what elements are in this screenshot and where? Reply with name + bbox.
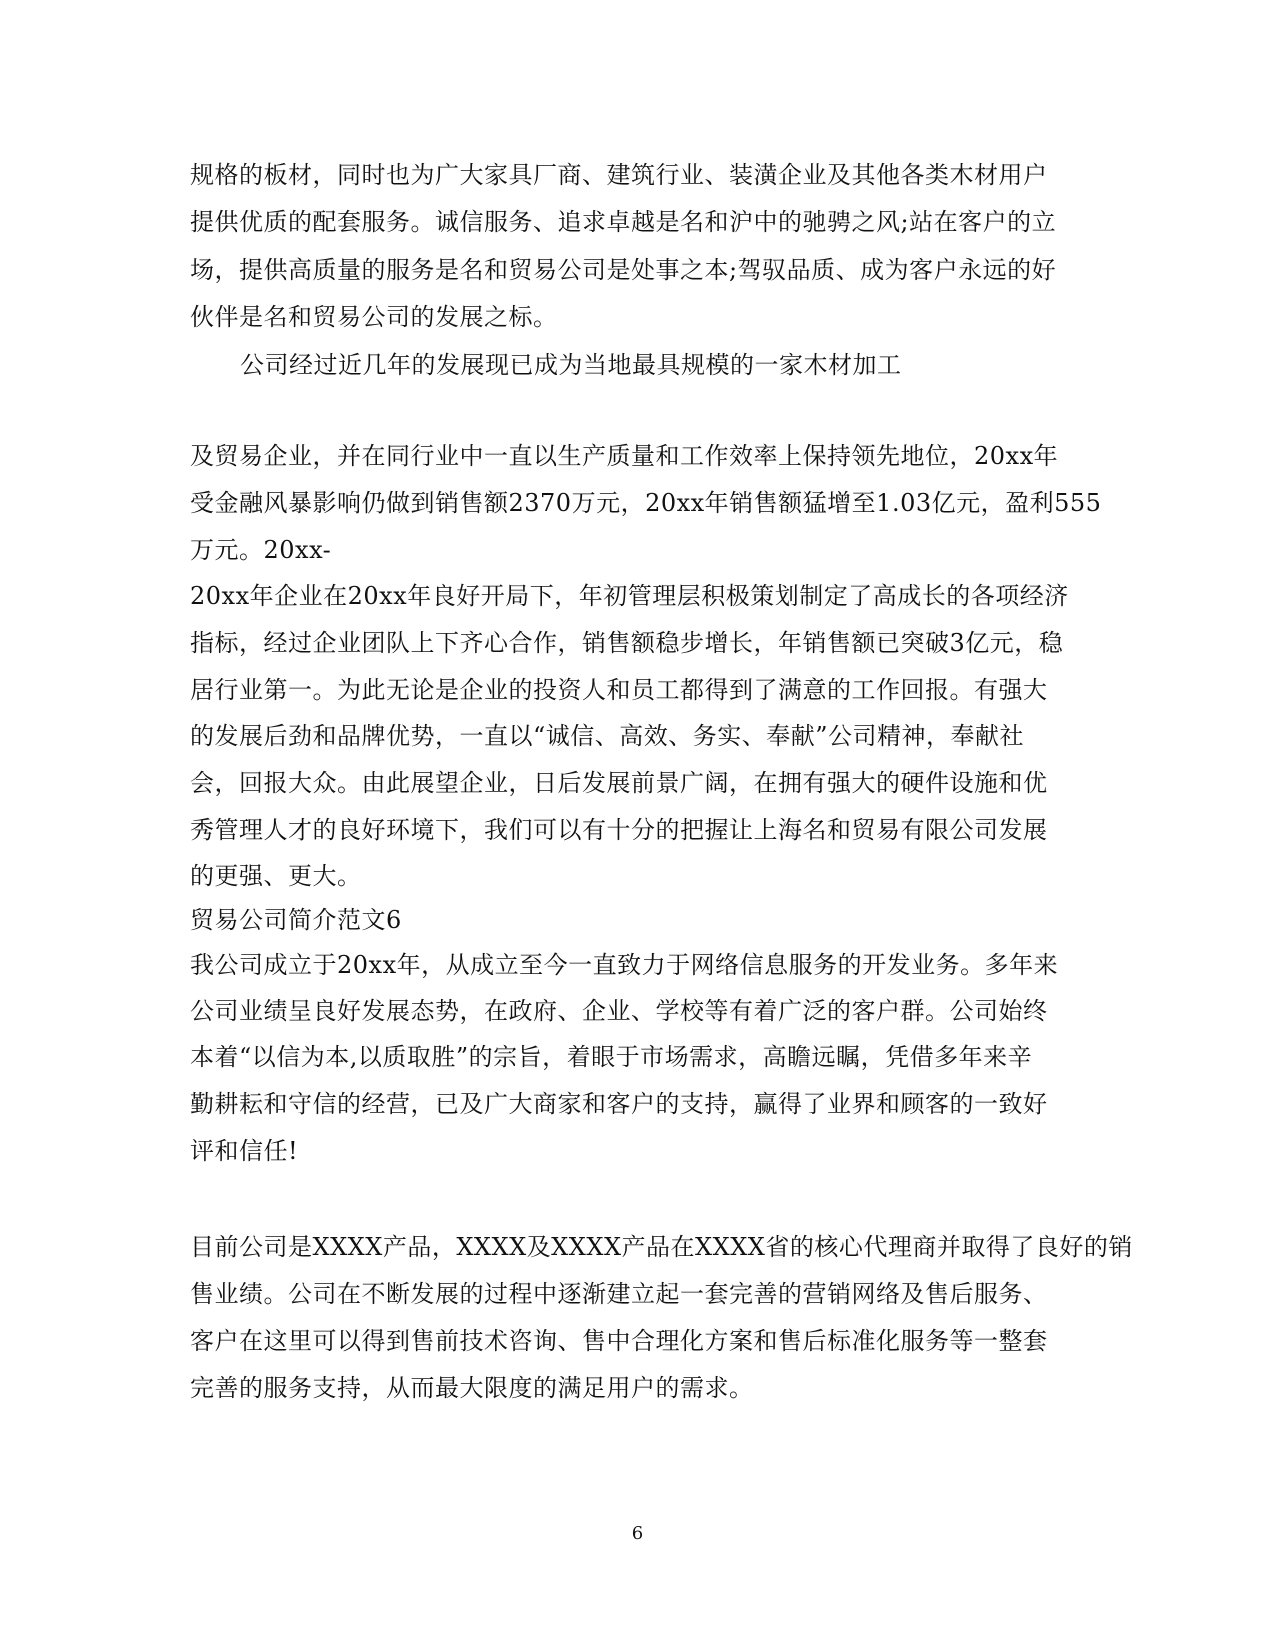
paragraph-1-line-3: 场，提供高质量的服务是名和贸易公司是处事之本;驾驭品质、成为客户永远的好 xyxy=(190,256,1057,284)
paragraph-5-line-2: 售业绩。公司在不断发展的过程中逐渐建立起一套完善的营销网络及售后服务、 xyxy=(190,1280,1048,1308)
paragraph-1-line-2: 提供优质的配套服务。诚信服务、追求卓越是名和沪中的驰骋之风;站在客户的立 xyxy=(190,208,1057,236)
paragraph-1-line-4: 伙伴是名和贸易公司的发展之标。 xyxy=(190,303,558,331)
paragraph-3-line-10: 的更强、更大。 xyxy=(190,862,362,890)
paragraph-5-line-1: 目前公司是XXXX产品，XXXX及XXXX产品在XXXX省的核心代理商并取得了良好的销 xyxy=(190,1233,1133,1261)
paragraph-3-line-1: 及贸易企业，并在同行业中一直以生产质量和工作效率上保持领先地位，20xx年 xyxy=(190,442,1059,470)
paragraph-4-line-2: 公司业绩呈良好发展态势，在政府、企业、学校等有着广泛的客户群。公司始终 xyxy=(190,997,1048,1025)
paragraph-5-line-3: 客户在这里可以得到售前技术咨询、售中合理化方案和售后标准化服务等一整套 xyxy=(190,1327,1048,1355)
section-heading: 贸易公司简介范文6 xyxy=(190,906,402,934)
paragraph-3-line-9: 秀管理人才的良好环境下，我们可以有十分的把握让上海名和贸易有限公司发展 xyxy=(190,816,1048,844)
paragraph-4-line-1: 我公司成立于20xx年，从成立至今一直致力于网络信息服务的开发业务。多年来 xyxy=(190,951,1059,979)
page-number: 6 xyxy=(631,1523,644,1544)
paragraph-3-line-3: 万元。20xx- xyxy=(190,536,332,564)
paragraph-1-line-1: 规格的板材，同时也为广大家具厂商、建筑行业、装潢企业及其他各类木材用户 xyxy=(190,161,1048,189)
paragraph-3-line-7: 的发展后劲和品牌优势，一直以“诚信、高效、务实、奉献”公司精神，奉献社 xyxy=(190,722,1025,750)
paragraph-3-line-5: 指标，经过企业团队上下齐心合作，销售额稳步增长，年销售额已突破3亿元，稳 xyxy=(190,629,1064,657)
paragraph-4-line-4: 勤耕耘和守信的经营，已及广大商家和客户的支持，赢得了业界和顾客的一致好 xyxy=(190,1090,1048,1118)
paragraph-2-line-1: 公司经过近几年的发展现已成为当地最具规模的一家木材加工 xyxy=(240,351,902,379)
paragraph-4-line-3: 本着“以信为本,以质取胜”的宗旨，着眼于市场需求，高瞻远瞩，凭借多年来辛 xyxy=(190,1043,1033,1071)
paragraph-3-line-8: 会，回报大众。由此展望企业，日后发展前景广阔，在拥有强大的硬件设施和优 xyxy=(190,769,1048,797)
paragraph-3-line-6: 居行业第一。为此无论是企业的投资人和员工都得到了满意的工作回报。有强大 xyxy=(190,676,1048,704)
paragraph-3-line-2: 受金融风暴影响仍做到销售额2370万元，20xx年销售额猛增至1.03亿元，盈利555 xyxy=(190,489,1102,517)
paragraph-3-line-4: 20xx年企业在20xx年良好开局下，年初管理层积极策划制定了高成长的各项经济 xyxy=(190,582,1069,610)
paragraph-4-line-5: 评和信任! xyxy=(190,1137,299,1165)
paragraph-5-line-4: 完善的服务支持，从而最大限度的满足用户的需求。 xyxy=(190,1374,754,1402)
